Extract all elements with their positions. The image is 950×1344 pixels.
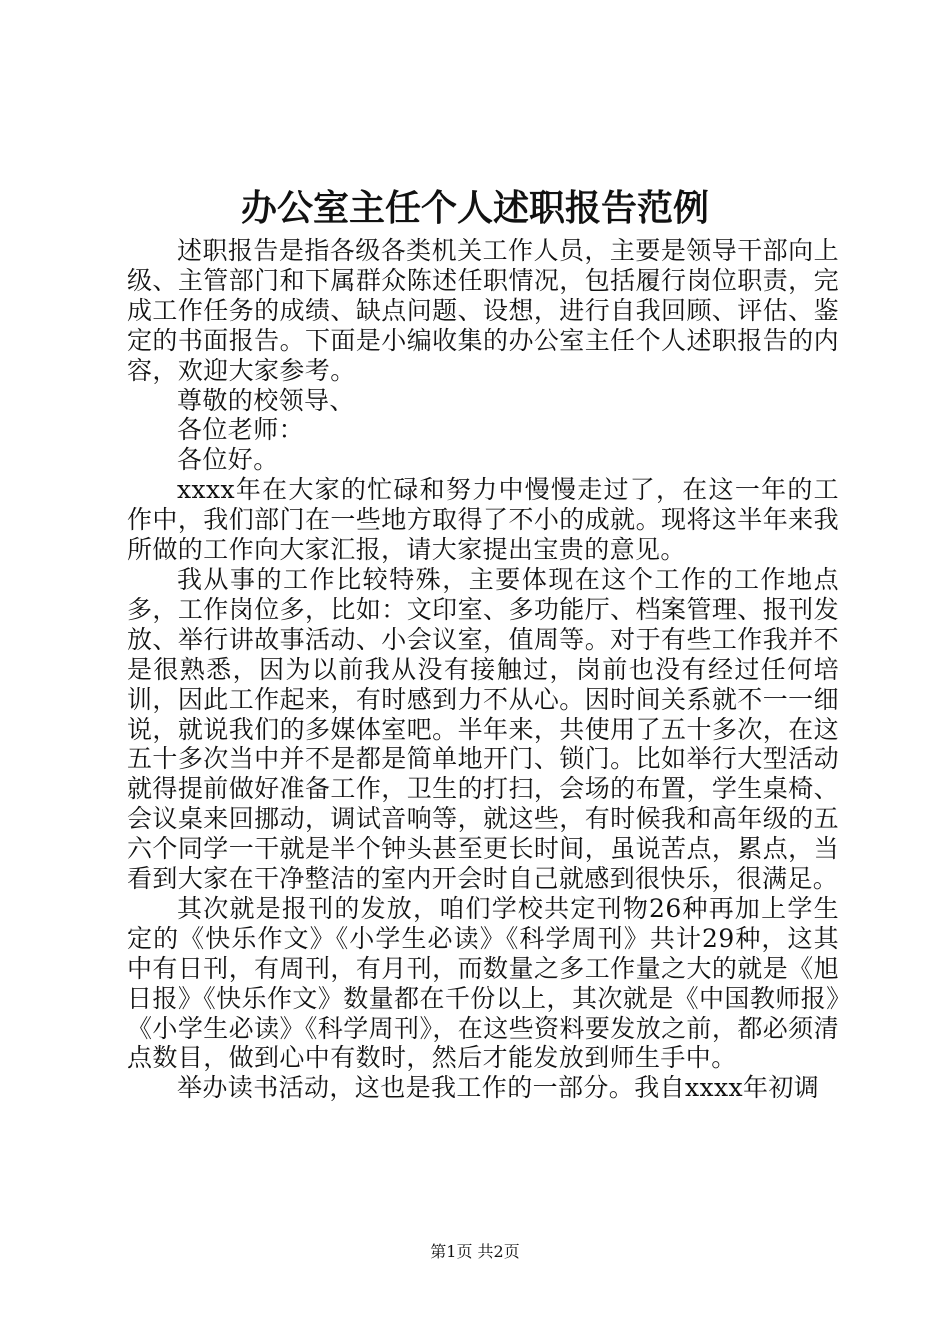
document-body (127, 236, 839, 1103)
paragraph-salutation-teachers: 各位老师： (177, 415, 305, 445)
paragraph-intro: 述职报告是指各级各类机关工作人员，主要是领导干部向上级、主管部门和下属群众陈述任职情况，包括履行岗位职责，完成工作任务的成绩、缺点问题、设想，进行自我回顾、评估、鉴定的书面报告。下面是小编收集的办公室主任个人述职报告的内容，欢迎大家参考。 (127, 236, 839, 385)
paragraph-year-summary: xxxx年在大家的忙碌和努力中慢慢走过了，在这一年的工作中，我们部门在一些地方取得了不小的成就。现将这半年来我所做的工作向大家汇报，请大家提出宝贵的意见。 (127, 475, 839, 565)
page-footer: 第1页 共2页 (430, 1242, 520, 1261)
paragraph-periodicals: 其次就是报刊的发放，咱们学校共定刊物26种再加上学生定的《快乐作文》《小学生必读》《科学周刊》共计29种，这其中有日刊，有周刊，有月刊，而数量之多工作量之大的就是《旭日报》《快乐作文》数量都在千份以上，其次就是《中国教师报》《小学生必读》《科学周刊》，在这些资料要发放之前，都必须清点数目，做到心中有数时，然后才能发放到师生手中。 (127, 893, 839, 1073)
document-title: 办公室主任个人述职报告范例 (240, 187, 709, 229)
paragraph-reading-activity: 举办读书活动，这也是我工作的一部分。我自xxxx年初调 (177, 1073, 820, 1103)
paragraph-salutation-leaders: 尊敬的校领导、 (177, 385, 355, 415)
paragraph-work-description: 我从事的工作比较特殊，主要体现在这个工作的工作地点多，工作岗位多，比如：文印室、多功能厅、档案管理、报刊发放、举行讲故事活动、小会议室，值周等。对于有些工作我并不是很熟悉，因为以前我从没有接触过，岗前也没有经过任何培训，因此工作起来，有时感到力不从心。因时间关系就不一一细说，就说我们的多媒体室吧。半年来，共使用了五十多次，在这五十多次当中并不是都是简单地开门、锁门。比如举行大型活动就得提前做好准备工作，卫生的打扫，会场的布置，学生桌椅、会议桌来回挪动，调试音响等，就这些，有时候我和高年级的五六个同学一干就是半个钟头甚至更长时间，虽说苦点，累点，当看到大家在干净整洁的室内开会时自己就感到很快乐，很满足。 (127, 564, 839, 894)
paragraph-greeting: 各位好。 (177, 445, 279, 475)
